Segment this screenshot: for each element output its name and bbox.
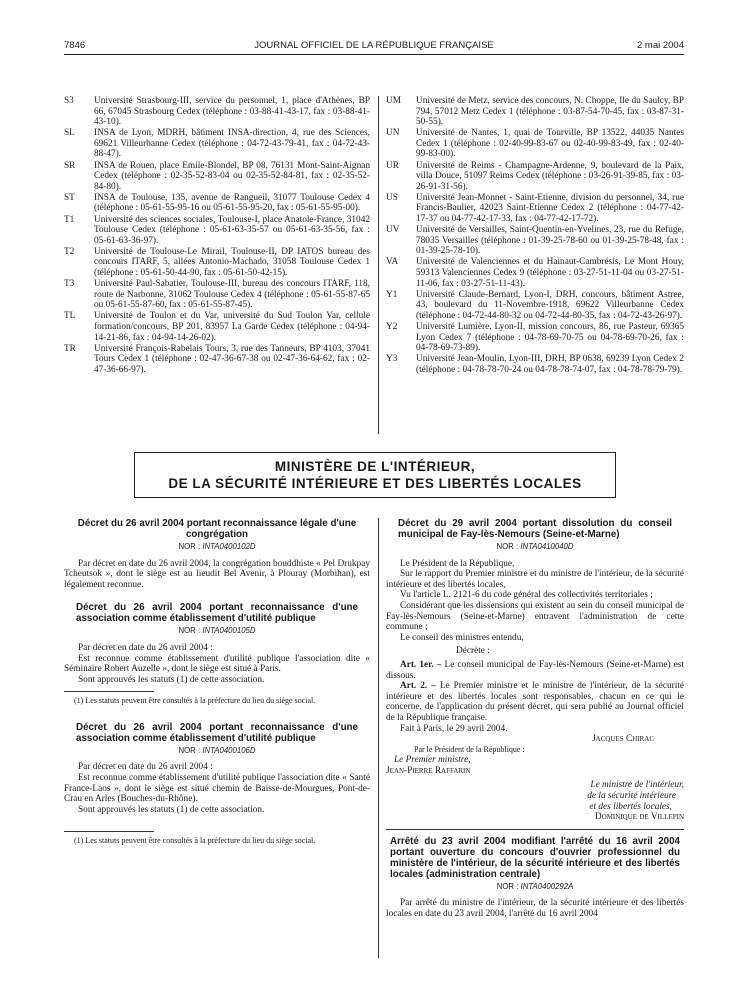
address-entry xyxy=(386,322,684,354)
entry-code: T2 xyxy=(64,246,75,257)
decree1-body: Par décret en date du 26 avril 2004, la congrégation bouddhiste « Pel Drukpay Tcheutsok », dont le siège est au lieudit Bel Avenir, à Plouray (Morbihan), est légalement reconnue. xyxy=(64,558,370,590)
pm-name: Jean-Pierre Raffarin xyxy=(386,765,471,776)
entry-text: Université de Metz, service des concours, N. Choppe, Ile du Saulcy, BP 794, 57012 Metz Cedex 1 (téléphone : 03-87-54-70-45, fax : 03-87-31-50-55). xyxy=(416,96,684,128)
entry-code: ST xyxy=(64,192,75,203)
entry-text: Université de Nantes, 1, quai de Tourville, BP 13522, 44035 Nantes Cedex 1 (téléphone : 02-40-99-83-67 ou 02-40-99-83-49, fax : 02-40-99-83-00). xyxy=(416,128,684,160)
entry-text: Université Lumière, Lyon-II, mission concours, 86, rue Pasteur, 69365 Lyon Cedex 7 (téléphone : 04-78-69-70-75 ou 04-78-69-70-26, fax : 04-78-69-73-89). xyxy=(416,321,684,354)
entry-code: Y1 xyxy=(386,289,398,300)
entry-code: S3 xyxy=(64,96,74,106)
entry-text: Université Claude-Bernard, Lyon-I, DRH, concours, bâtiment Astree, 43, boulevard du 11-Novembre-1918, 69622 Villeurbanne Cedex (téléphone : 04-72-44-80-32 ou 04-72-44-80-35, fax : 04-72-43-26-97). xyxy=(416,289,684,321)
decree4-done: Fait à Paris, le 29 avril 2004. xyxy=(400,723,508,734)
address-entry xyxy=(386,354,684,375)
decree4-p6: Décrète : xyxy=(456,646,490,657)
section-separator xyxy=(386,829,684,830)
decree3-p2: Est reconnue comme établissement d'utilité publique l'association dite « Santé France-Laos », dont le siège est situé chemin de Baisse-de-Mourgues, Pont-de-Crau en Arles (Bouches-du-Rhône). xyxy=(64,773,370,805)
decree3-p1: Par décret en date du 26 avril 2004 : xyxy=(78,762,213,773)
entry-code: Y2 xyxy=(386,321,398,332)
address-entry xyxy=(386,128,684,160)
issue-date: 2 mai 2004 xyxy=(636,40,684,51)
entry-text: INSA de Lyon, MDRH, bâtiment INSA-direction, 4, rue des Sciences, 69621 Villeurbanne Cedex (téléphone : 04-72-43-79-41, fax : 04-72-43-88-47). xyxy=(94,128,370,160)
entry-text: Université Jean-Moulin, Lyon-III, DRH, BP 0638, 69239 Lyon Cedex 2 (téléphone : 04-78-78-70-24 ou 04-78-78-74-07, fax : 04-78-78-79-79). xyxy=(416,354,684,375)
entry-code: T3 xyxy=(64,279,75,290)
address-entry xyxy=(386,225,684,257)
entry-text: Université François-Rabelais Tours, 3, rue des Tanneurs, BP 4103, 37041 Tours Cedex 1 (téléphone : 02-47-36-67-38 ou 02-47-36-64-62, fax : 02-47-36-66-97). xyxy=(94,343,370,375)
footnote-rule xyxy=(64,831,154,832)
decree4-p2: Sur le rapport du Premier ministre et du ministre de l'intérieur, de la sécurité intérieure et des libertés locales, xyxy=(386,569,684,590)
left-address-list xyxy=(64,96,370,376)
entry-text: Université de Reims - Champagne-Ardenne, 9, boulevard de la Paix, villa Douce, 51097 Reims Cedex (téléphone : 03-26-91-39-85, fax : 03-26-91-31-56). xyxy=(416,160,684,192)
footnote-rule xyxy=(64,691,154,692)
decree2-p3: Sont approuvés les statuts (1) de cette association. xyxy=(78,674,265,685)
journal-title: JOURNAL OFFICIEL DE LA RÉPUBLIQUE FRANÇAISE xyxy=(254,40,494,51)
entry-text: INSA de Toulouse, 135, avenue de Rangueil, 31077 Toulouse Cedex 4 (téléphone : 05-61-55-95-16 ou 05-61-55-95-20, fax : 05-61-55-95-00). xyxy=(94,192,370,214)
decree3-nor: NOR : INTA0400106D xyxy=(178,745,256,755)
page-number: 7846 xyxy=(64,40,86,51)
decree4-p1: Le Président de la République, xyxy=(400,558,515,569)
address-entry xyxy=(64,128,370,160)
decree4-art1: Art. 1er. – Le conseil municipal de Fay-lès-Nemours (Seine-et-Marne) est dissous. xyxy=(386,659,685,681)
decree3-footnote: (1) Les statuts peuvent être consultés à la préfecture du lieu du siège social. xyxy=(74,836,316,846)
decree4-p3: Vu l'article L. 2121-6 du code général des collectivités territoriales ; xyxy=(400,590,653,601)
entry-text: Université de Versailles, Saint-Quentin-en-Yvelines, 23, rue du Refuge, 78035 Versailles (téléphone : 01-39-25-78-60 ou 01-39-25-78-48, fax : 01-39-25-78-10). xyxy=(416,225,684,257)
decree2-p2: Est reconnue comme établissement d'utilité publique l'association dite « Séminaire Robert Auzelle », dont le siège est situé à Paris. xyxy=(64,653,370,675)
address-entry xyxy=(386,161,684,193)
address-entry xyxy=(386,96,684,128)
entry-code: US xyxy=(386,192,398,203)
decree2-title: Décret du 26 avril 2004 portant reconnaissance d'une association comme établissement d'utilité publique xyxy=(76,602,358,625)
entry-text: Université de Toulouse-Le Mirail, Toulouse-II, DP IATOS bureau des concours ITARF, 5, allées Antonio-Machado, 31058 Toulouse Cedex 1 (téléphone : 05-61-50-44-90, fax : 05-61-50-42-15). xyxy=(94,246,370,278)
right-address-list xyxy=(386,96,684,376)
column-divider-bottom xyxy=(378,518,379,958)
page-header xyxy=(64,40,684,55)
minister-name: Dominique de Villepin xyxy=(594,812,684,823)
entry-code: UR xyxy=(386,160,399,171)
decree4-art2: Art. 2. – Le Premier ministre et le ministre de l'intérieur, de la sécurité intérieure et des libertés locales sont responsables, chacun en ce qui le concerne, de l'application du présent décret, qui sera publié au Journal officiel de la République française. xyxy=(386,681,685,723)
left-decrees xyxy=(64,518,370,846)
minister-title-2: de la sécurité intérieure xyxy=(587,791,676,802)
decree4-p5: Le conseil des ministres entendu, xyxy=(400,632,524,643)
address-entry xyxy=(64,96,370,128)
entry-text: INSA de Rouen, place Emile-Blondel, BP 08, 76131 Mont-Saint-Aignan Cedex (téléphone : 02-35-52-83-04 ou 02-35-52-84-81, fax : 02-35-52-84-80). xyxy=(94,160,370,192)
decree4-nor: NOR : INTA0410040D xyxy=(496,542,574,551)
entry-code: TR xyxy=(64,343,76,354)
entry-text: Université Paul-Sabatier, Toulouse-III, bureau des concours ITARF, 118, route de Narbonne, 31062 Toulouse Cedex 4 (téléphone : 05-61-55-87-65 ou 05-61-55-87-60, fax : 05-61-55-87-45). xyxy=(94,279,370,311)
entry-code: TL xyxy=(64,311,76,322)
entry-code: Y3 xyxy=(386,354,398,365)
entry-text: Université Jean-Monnet - Saint-Etienne, division du personnel, 34, rue Francis-Baulier, 42023 Saint-Etienne Cedex 2 (téléphone : 04-77-42-17-37 ou 04-77-42-17-33, fax : 04-77-42-17-72). xyxy=(416,192,684,225)
address-entry xyxy=(64,247,370,279)
decree4-p4: Considérant que les dissensions qui existent au sein du conseil municipal de Fay-lès-Nemours (Seine-et-Marne) entravent l'administration de cette commune ; xyxy=(386,600,684,633)
decree1-nor: NOR : INTA0400102D xyxy=(178,542,256,551)
arrete-body: Par arrêté du ministre de l'intérieur, de la sécurité intérieure et des libertés locales en date du 23 avril 2004, l'arrêté du 16 avril 2004 xyxy=(386,898,684,920)
entry-code: UN xyxy=(386,128,400,139)
entry-code: T1 xyxy=(64,214,75,225)
address-entry xyxy=(64,279,370,311)
entry-text: Université Strasbourg-III, service du personnel, 1, place d'Athènes, BP 66, 67045 Strasbourg Cedex (téléphone : 03-88-41-43-17, fax : 03-88-41-43-10). xyxy=(94,96,370,128)
minister-title-3: et des libertés locales, xyxy=(589,801,672,812)
address-entry xyxy=(64,344,370,376)
address-entry xyxy=(386,290,684,322)
entry-code: SR xyxy=(64,160,76,171)
entry-text: Université de Valenciennes et du Hainaut-Cambrésis, Le Mont Houy, 59313 Valenciennes Cedex 9 (téléphone : 03-27-51-11-04 ou 03-27-51-11-06, fax : 03-27-51-11-43). xyxy=(416,257,684,289)
decree1-title: Décret du 26 avril 2004 portant reconnaissance légale d'une congrégation xyxy=(77,518,357,540)
signature-president: Jacques Chirac xyxy=(592,734,654,745)
entry-code: UM xyxy=(386,96,401,106)
arrete-nor: NOR : INTA0400292A xyxy=(496,881,574,891)
right-decrees xyxy=(386,518,684,920)
address-entry xyxy=(64,215,370,247)
entry-text: Université de Toulon et du Var, université du Sud Toulon Var, cellule formation/concours, BP 201, 83957 La Garde Cedex (téléphone : 04-94-14-21-86, fax : 04-94-14-26-02). xyxy=(94,311,370,343)
ministry-line-2: DE LA SÉCURITÉ INTÉRIEURE ET DES LIBERTÉS LOCALES xyxy=(168,476,582,491)
column-divider-top xyxy=(378,96,379,434)
address-entry xyxy=(386,257,684,289)
decree3-p3: Sont approuvés les statuts (1) de cette association. xyxy=(78,804,265,815)
decree2-footnote: (1) Les statuts peuvent être consultés à la préfecture du lieu du siège social. xyxy=(74,696,316,706)
address-entry xyxy=(386,193,684,225)
decree2-p1: Par décret en date du 26 avril 2004 : xyxy=(78,642,213,653)
address-entry xyxy=(64,161,370,193)
ministry-banner xyxy=(134,452,616,498)
ministry-line-1: MINISTÈRE DE L'INTÉRIEUR, xyxy=(274,459,476,474)
minister-title-1: Le ministre de l'intérieur, xyxy=(590,780,684,791)
arrete-title: Arrêté du 23 avril 2004 modifiant l'arrêté du 16 avril 2004 portant ouverture du concours d'ouvrier professionnel du ministère de l'intérieur, de la sécurité intérieure et des libertés locales (administration centrale) xyxy=(390,835,680,880)
pm-title: Le Premier ministre, xyxy=(394,755,471,766)
entry-code: VA xyxy=(386,257,399,268)
entry-code: SL xyxy=(64,128,75,139)
address-entry xyxy=(64,311,370,343)
decree2-nor: NOR : INTA0400105D xyxy=(178,626,256,636)
entry-code: UV xyxy=(386,225,400,236)
entry-text: Université des sciences sociales, Toulouse-I, place Anatole-France, 31042 Toulouse Cedex (téléphone : 05-61-63-35-57 ou 05-61-63-35-56, fax : 05-61-63-36-97). xyxy=(94,214,370,246)
address-entry xyxy=(64,193,370,214)
decree3-title: Décret du 26 avril 2004 portant reconnaissance d'une association comme établissement d'utilité publique xyxy=(76,721,358,744)
decree4-title: Décret du 29 avril 2004 portant dissolution du conseil municipal de Fay-lès-Nemours (Seine-et-Marne) xyxy=(398,518,672,540)
by-president: Par le Président de la République : xyxy=(414,744,525,754)
